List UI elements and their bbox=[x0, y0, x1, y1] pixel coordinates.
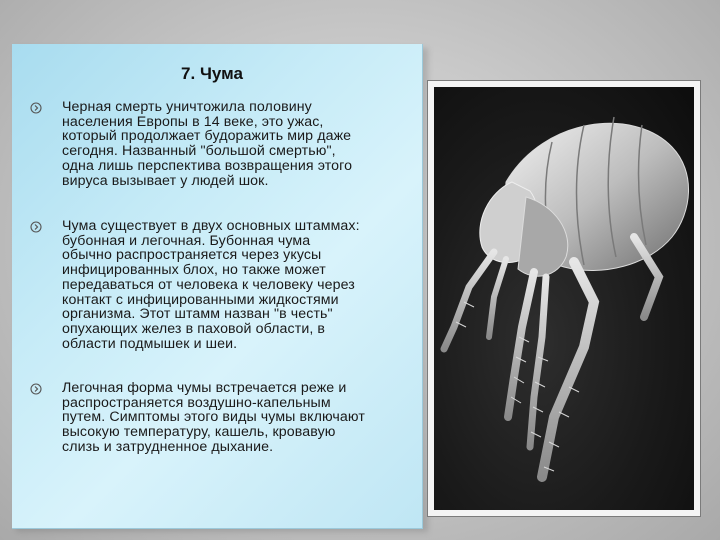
text-line: опухающих желез в паховой области, в bbox=[62, 320, 326, 337]
bullet-text bbox=[62, 219, 424, 351]
text-line: организма. Этот штамм назван "в честь" bbox=[62, 306, 333, 323]
text-line: который продолжает будоражить мир даже bbox=[62, 128, 352, 145]
text-line: сегодня. Названный "большой смертью", bbox=[62, 143, 336, 160]
text-line: контакт с инфицированными жидкостями bbox=[62, 291, 339, 308]
text-line: инфицированных блох, но также может bbox=[62, 262, 326, 279]
text-line: одна лишь перспектива возвращения этого bbox=[62, 157, 353, 174]
text-line: слизь и затрудненное дыхание. bbox=[62, 438, 274, 455]
flea-micrograph bbox=[434, 87, 694, 510]
text-line: Чума существует в двух основных штаммах: bbox=[62, 218, 360, 234]
slide-title: 7. Чума bbox=[181, 64, 243, 83]
text-line: Черная смерть уничтожила половину bbox=[62, 99, 312, 115]
bullet-text bbox=[62, 381, 424, 455]
circle-arrow-bullet-icon bbox=[30, 102, 42, 114]
circle-arrow-bullet-icon bbox=[30, 383, 42, 395]
text-panel bbox=[12, 44, 423, 529]
text-line: распространяется воздушно-капельным bbox=[62, 394, 331, 411]
circle-arrow-bullet-icon bbox=[30, 221, 42, 233]
text-line: вируса вызывает у людей шок. bbox=[62, 172, 269, 189]
photo-frame bbox=[427, 80, 701, 517]
text-line: путем. Симптомы этого виды чумы включают bbox=[62, 409, 365, 426]
text-line: высокую температуру, кашель, кровавую bbox=[62, 424, 336, 441]
bullet-text bbox=[62, 100, 424, 188]
text-line: области подмышек и шеи. bbox=[62, 335, 238, 352]
flea-illustration bbox=[434, 87, 694, 510]
text-line: передаваться от человека к человеку через bbox=[62, 276, 355, 293]
text-line: населения Европы в 14 веке, это ужас, bbox=[62, 113, 324, 130]
text-line: Легочная форма чумы встречается реже и bbox=[62, 380, 347, 396]
text-line: обычно распространяется через укусы bbox=[62, 247, 322, 264]
text-line: бубонная и легочная. Бубонная чума bbox=[62, 232, 311, 249]
